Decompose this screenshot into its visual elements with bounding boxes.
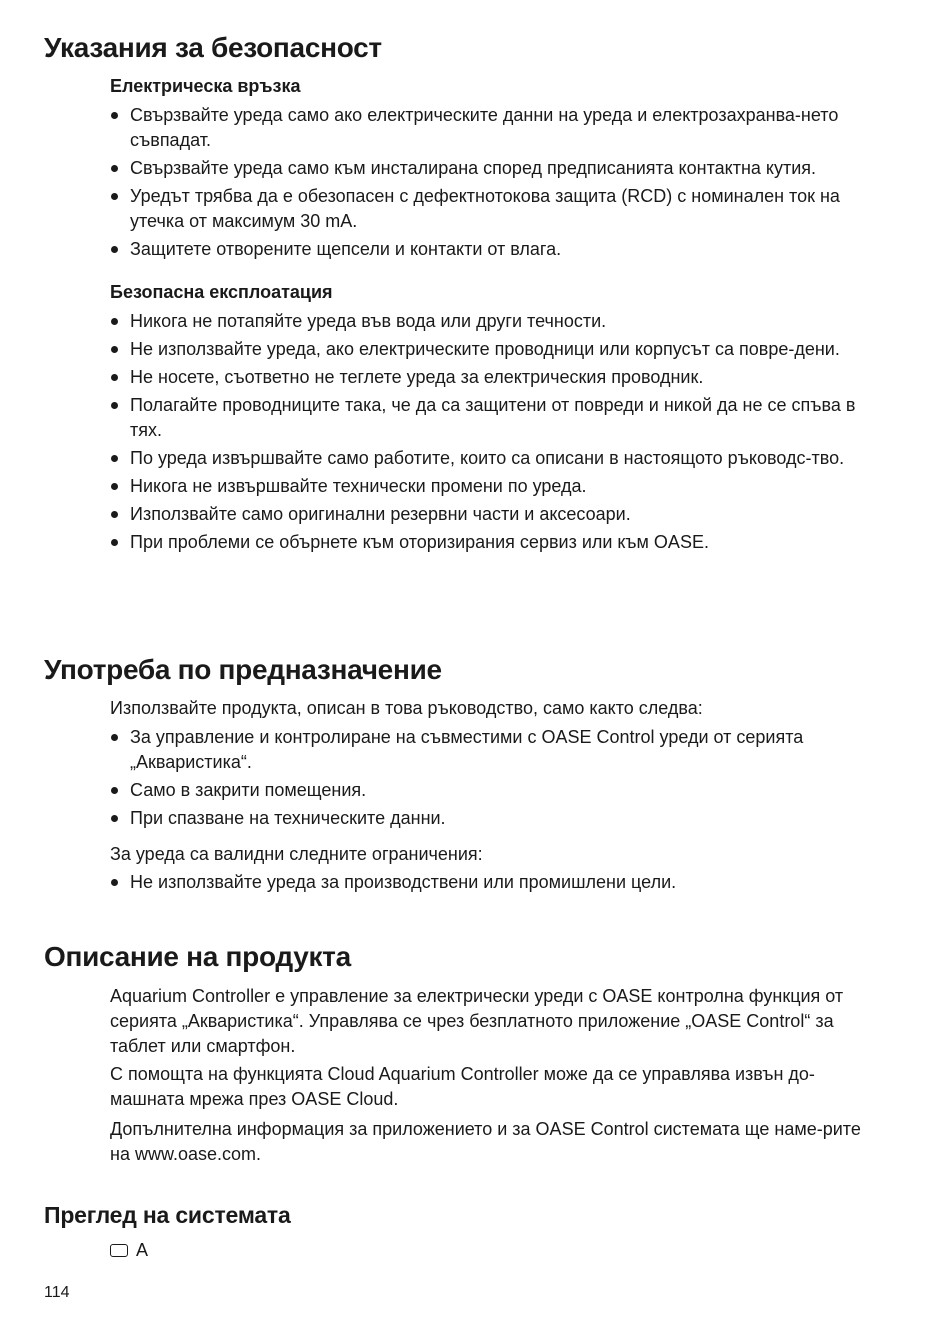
list-item: При спазване на техническите данни. bbox=[110, 806, 878, 831]
list-item: Не използвайте уреда за производствени или промишлени цели. bbox=[110, 870, 878, 895]
list-item: По уреда извършвайте само работите, които са описани в настоящото ръководс-тво. bbox=[110, 446, 878, 471]
restrictions-intro: За уреда са валидни следните ограничения: bbox=[110, 844, 483, 864]
list-item: Уредът трябва да е обезопасен с дефектнотокова защита (RCD) с номинален ток на утечка от максимум 30 mA. bbox=[110, 184, 878, 234]
list-item: Никога не потапяйте уреда във вода или други течности. bbox=[110, 309, 878, 334]
list-item: Не носете, съответно не теглете уреда за електрическия проводник. bbox=[110, 365, 878, 390]
intended-use-title: Употреба по предназначение bbox=[44, 654, 442, 685]
description-paragraph: Aquarium Controller е управление за електрически уреди с OASE контролна функция от серията „Акваристика“. Управлява се чрез безплатното приложение „OASE Control“ за таблет или смартфон. bbox=[110, 986, 844, 1056]
safety-title: Указания за безопасност bbox=[44, 32, 382, 63]
list-item: Защитете отворените щепсели и контакти от влага. bbox=[110, 237, 878, 262]
restrictions-list bbox=[110, 870, 878, 898]
figure-reference bbox=[110, 1238, 148, 1263]
list-item: При проблеми се обърнете към оторизирания сервиз или към OASE. bbox=[110, 530, 878, 555]
figure-reference-icon bbox=[110, 1244, 128, 1257]
list-item: Само в закрити помещения. bbox=[110, 778, 878, 803]
list-item: Не използвайте уреда, ако електрическите проводници или корпусът са повре-дени. bbox=[110, 337, 878, 362]
figure-label: A bbox=[136, 1240, 149, 1260]
intended-use-intro: Използвайте продукта, описан в това ръководство, само както следва: bbox=[110, 698, 703, 718]
list-item: Полагайте проводниците така, че да са защитени от повреди и никой да не се спъва в тях. bbox=[110, 393, 878, 443]
description-paragraph: С помощта на функцията Cloud Aquarium Controller може да се управлява извън до-машната мрежа през OASE Cloud. bbox=[110, 1064, 815, 1109]
page-number: 114 bbox=[44, 1284, 70, 1301]
list-item: За управление и контролиране на съвместими с OASE Control уреди от серията „Акваристика“. bbox=[110, 725, 878, 775]
product-description-title: Описание на продукта bbox=[44, 941, 351, 972]
electrical-connection-list bbox=[110, 103, 878, 265]
list-item: Свързвайте уреда само към инсталирана според предписанията контактна кутия. bbox=[110, 156, 878, 181]
safe-operation-title: Безопасна експлоатация bbox=[110, 282, 333, 302]
list-item: Свързвайте уреда само ако електрическите данни на уреда и електрозахранва-нето съвпадат. bbox=[110, 103, 878, 153]
list-item: Никога не извършвайте технически промени по уреда. bbox=[110, 474, 878, 499]
system-overview-title: Преглед на системата bbox=[44, 1202, 291, 1228]
electrical-connection-title: Електрическа връзка bbox=[110, 76, 301, 96]
list-item: Използвайте само оригинални резервни части и аксесоари. bbox=[110, 502, 878, 527]
intended-use-list bbox=[110, 725, 878, 834]
safe-operation-list bbox=[110, 309, 878, 558]
description-paragraph: Допълнителна информация за приложението и за OASE Control системата ще наме-рите на www.oase.com. bbox=[110, 1119, 861, 1164]
